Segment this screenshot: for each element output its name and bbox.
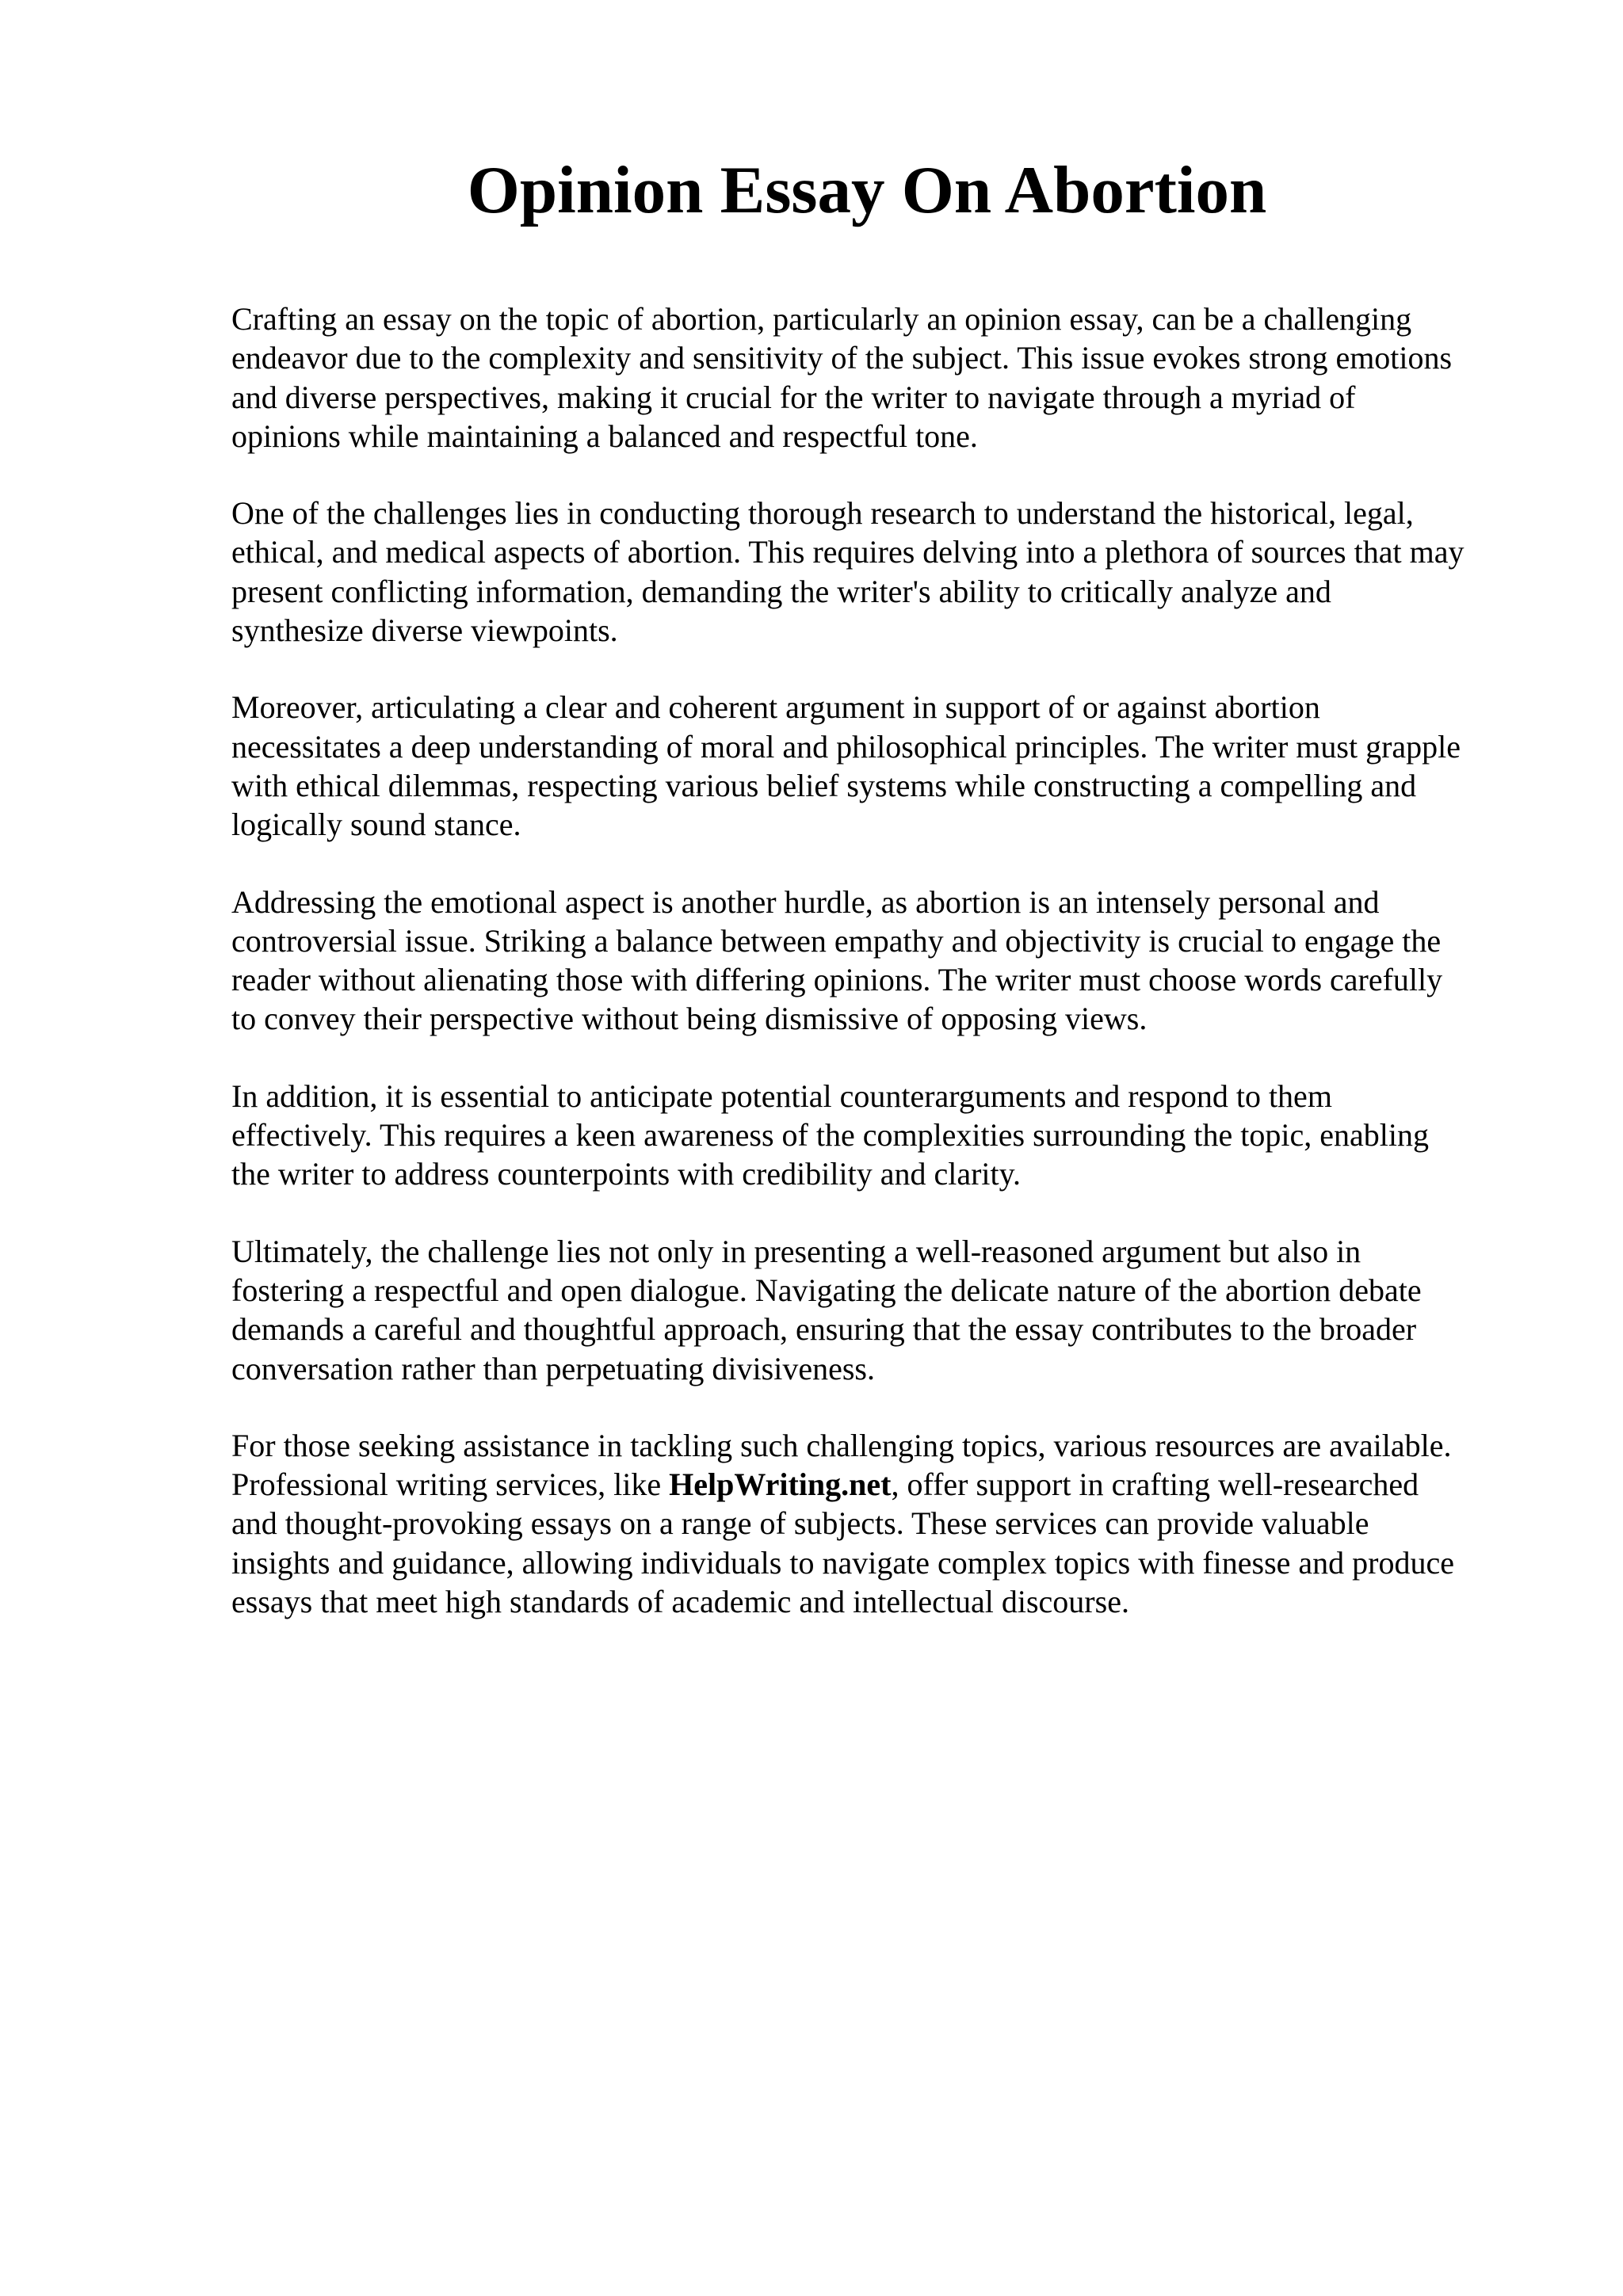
- text-line: logically sound stance.: [231, 807, 521, 843]
- text-line: opinions while maintaining a balanced and respectful tone.: [231, 418, 978, 454]
- text-line: ethical, and medical aspects of abortion. This requires delving into a plethora of sources that may: [231, 534, 1465, 570]
- text-line: insights and guidance, allowing individuals to navigate complex topics with finesse and produce: [231, 1544, 1455, 1581]
- paragraph-5: [231, 1077, 1515, 1194]
- text-line-with-link: [231, 1465, 1515, 1504]
- text-line: and diverse perspectives, making it crucial for the writer to navigate through a myriad of: [231, 379, 1356, 415]
- text-line: Moreover, articulating a clear and coherent argument in support of or against abortion: [231, 689, 1320, 726]
- text-line: synthesize diverse viewpoints.: [231, 612, 618, 649]
- text-line: Addressing the emotional aspect is another hurdle, as abortion is an intensely personal and: [231, 883, 1380, 920]
- text-line: Ultimately, the challenge lies not only in presenting a well-reasoned argument but also in: [231, 1233, 1361, 1269]
- text-segment: , offer support in crafting well-researched: [891, 1466, 1419, 1503]
- text-line: In addition, it is essential to anticipate potential counterarguments and respond to them: [231, 1077, 1332, 1114]
- text-line: and thought-provoking essays on a range of subjects. These services can provide valuable: [231, 1505, 1369, 1542]
- text-line: necessitates a deep understanding of moral and philosophical principles. The writer must grapple: [231, 728, 1461, 765]
- text-line: present conflicting information, demanding the writer's ability to critically analyze and: [231, 573, 1331, 609]
- text-line: reader without alienating those with differing opinions. The writer must choose words carefully: [231, 962, 1443, 998]
- text-line: Crafting an essay on the topic of abortion, particularly an opinion essay, can be a challenging: [231, 301, 1412, 337]
- paragraph-3: [231, 688, 1515, 844]
- text-line: One of the challenges lies in conducting thorough research to understand the historical, legal,: [231, 495, 1414, 532]
- helpwriting-brand-name: HelpWriting.net: [669, 1466, 892, 1503]
- text-line: demands a careful and thoughtful approach, ensuring that the essay contributes to the broader: [231, 1311, 1417, 1348]
- paragraph-7: [231, 1426, 1515, 1621]
- paragraph-1: [231, 299, 1515, 456]
- text-line: to convey their perspective without being dismissive of opposing views.: [231, 1001, 1148, 1037]
- paragraph-4: [231, 883, 1515, 1039]
- text-line: For those seeking assistance in tackling such challenging topics, various resources are available.: [231, 1427, 1452, 1463]
- document-body: [231, 299, 1515, 1659]
- text-line: effectively. This requires a keen awareness of the complexities surrounding the topic, enabling: [231, 1117, 1429, 1154]
- paragraph-6: [231, 1232, 1515, 1388]
- text-line: the writer to address counterpoints with credibility and clarity.: [231, 1156, 1022, 1192]
- text-line: controversial issue. Striking a balance between empathy and objectivity is crucial to engage the: [231, 922, 1442, 959]
- text-line: with ethical dilemmas, respecting various belief systems while constructing a compelling and: [231, 767, 1417, 803]
- text-line: essays that meet high standards of academic and intellectual discourse.: [231, 1584, 1129, 1620]
- text-line: endeavor due to the complexity and sensitivity of the subject. This issue evokes strong emotions: [231, 340, 1453, 376]
- text-segment: Professional writing services, like: [231, 1466, 670, 1503]
- paragraph-2: [231, 494, 1515, 650]
- text-line: conversation rather than perpetuating divisiveness.: [231, 1350, 875, 1386]
- text-line: fostering a respectful and open dialogue. Navigating the delicate nature of the abortion debate: [231, 1272, 1422, 1308]
- document-title: Opinion Essay On Abortion: [467, 153, 1267, 227]
